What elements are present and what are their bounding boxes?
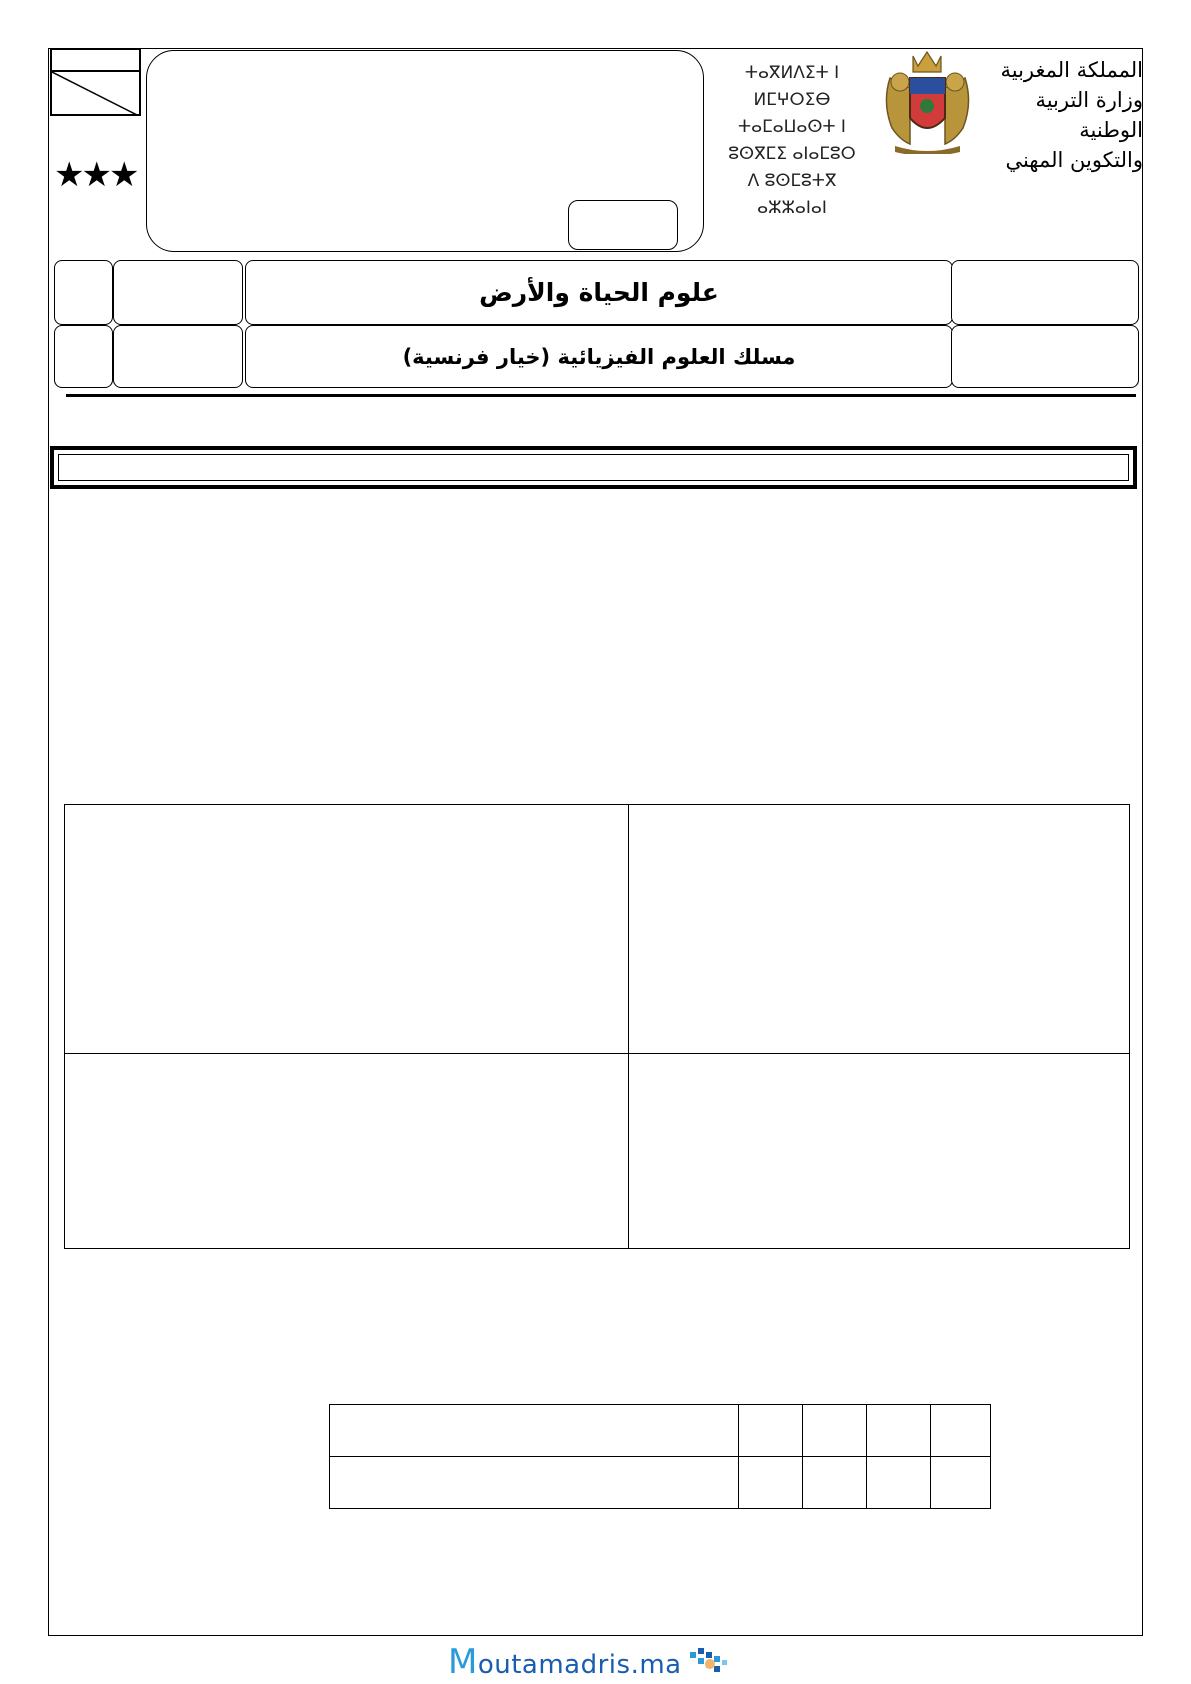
table-cell <box>629 1054 1130 1249</box>
table-cell <box>629 805 1130 1054</box>
grading-cell <box>330 1405 739 1457</box>
track-title: مسلك العلوم الفيزيائية (خيار فرنسية) <box>245 325 953 388</box>
logo-pixel-icon <box>686 1644 736 1680</box>
grading-cell <box>867 1405 931 1457</box>
grading-cell <box>739 1457 803 1509</box>
ministry-tifinagh <box>712 60 872 222</box>
logo-text: outamadris.ma <box>477 1650 682 1680</box>
row2-cell-b <box>113 325 243 388</box>
table-cell <box>65 805 629 1054</box>
row2-cell-a <box>54 325 113 388</box>
kingdom-line-3: والتكوين المهني <box>1005 148 1143 172</box>
grading-cell <box>330 1457 739 1509</box>
exam-code-box <box>568 200 678 250</box>
site-logo <box>448 1643 748 1681</box>
title-banner <box>50 446 1137 489</box>
tifinagh-line-3: ⴷ ⵓⵙⵎⵓⵜⴳ ⴰⵣⵣⴰⵏⴰⵏ <box>747 171 837 218</box>
tifinagh-line-1: ⵜⴰⴳⵍⴷⵉⵜ ⵏ ⵍⵎⵖⵔⵉⴱ <box>744 63 840 110</box>
row2-cell-d <box>951 325 1139 388</box>
grading-cell <box>803 1457 867 1509</box>
grading-cell <box>867 1457 931 1509</box>
row1-cell-b <box>113 260 243 325</box>
header-divider <box>66 394 1136 397</box>
table-cell <box>65 1054 629 1249</box>
row1-cell-d <box>951 260 1139 325</box>
kingdom-line-2: وزارة التربية الوطنية <box>1035 88 1143 142</box>
kingdom-line-1: المملكة المغربية <box>1000 58 1143 82</box>
row1-cell-a <box>54 260 113 325</box>
grading-cell <box>739 1405 803 1457</box>
grading-cell <box>931 1405 991 1457</box>
coat-of-arms-emblem <box>880 48 975 154</box>
document-table <box>64 804 1130 1249</box>
subject-title: علوم الحياة والأرض <box>245 260 953 325</box>
logo-initial: M <box>448 1642 478 1682</box>
flag-box <box>50 48 141 116</box>
grading-cell <box>931 1457 991 1509</box>
grading-table <box>329 1404 991 1509</box>
session-stars: ★★★ <box>54 155 137 195</box>
ministry-arabic <box>978 55 1143 175</box>
tifinagh-line-2: ⵜⴰⵎⴰⵡⴰⵙⵜ ⵏ ⵓⵙⴳⵎⵉ ⴰⵏⴰⵎⵓⵔ <box>728 117 856 164</box>
grading-cell <box>803 1405 867 1457</box>
